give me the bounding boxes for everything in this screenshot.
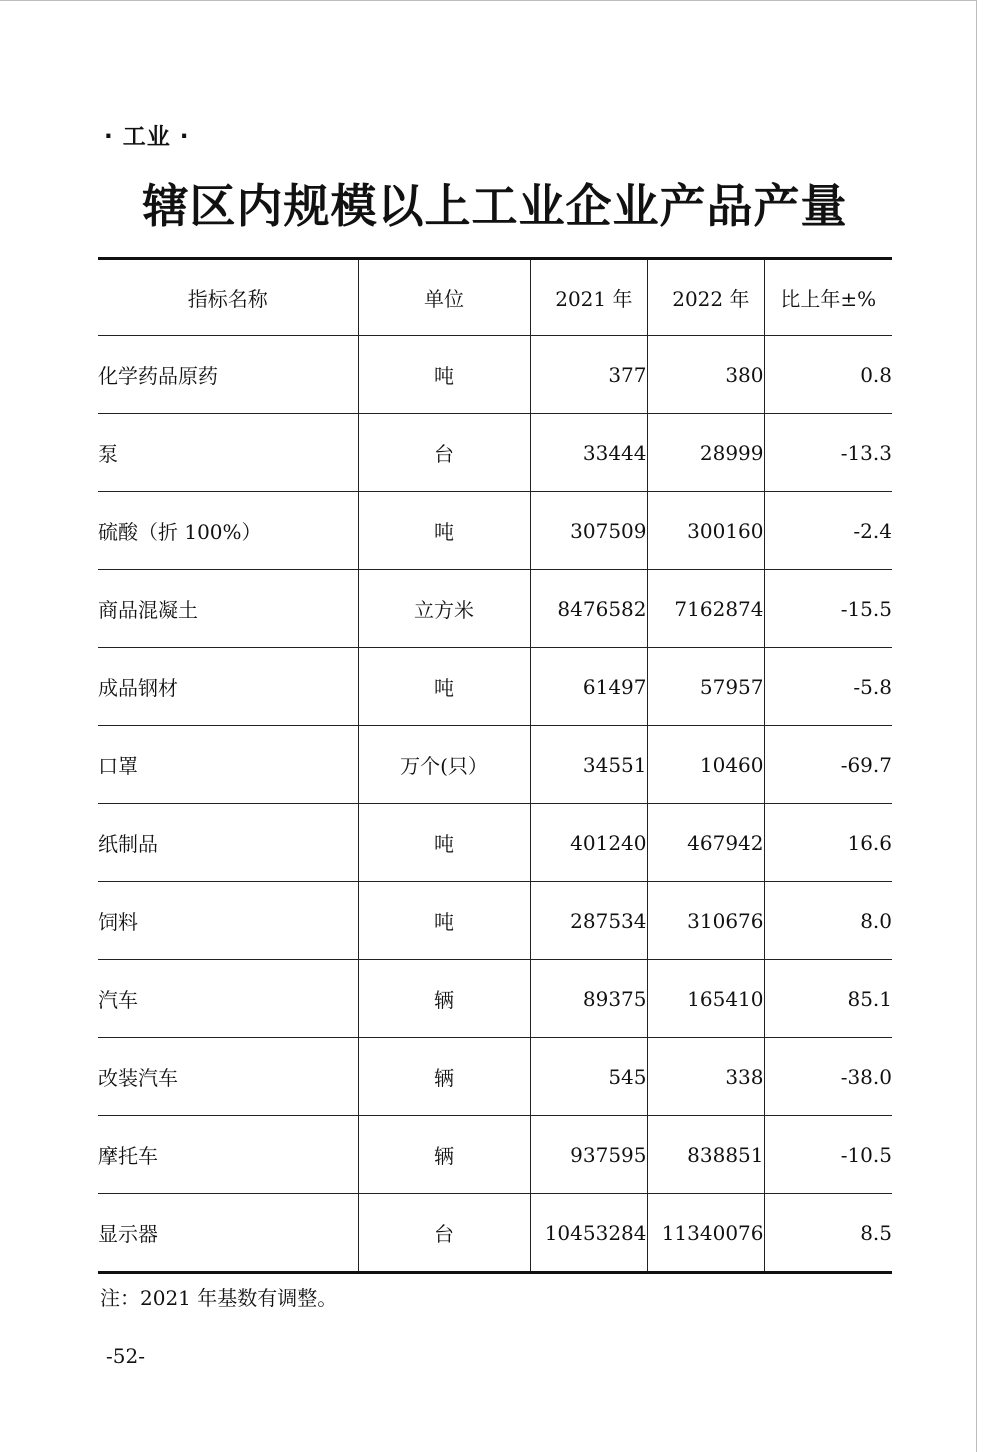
table-row <box>98 414 892 492</box>
cell-unit: 吨 <box>358 804 530 882</box>
table-header-row <box>98 259 892 336</box>
cell-indicator-name: 泵 <box>98 414 358 492</box>
cell-indicator-name: 改装汽车 <box>98 1038 358 1116</box>
cell-value-2022: 7162874 <box>647 570 764 648</box>
table-row <box>98 492 892 570</box>
cell-indicator-name: 化学药品原药 <box>98 336 358 414</box>
cell-unit: 吨 <box>358 336 530 414</box>
cell-value-2022: 11340076 <box>647 1194 764 1273</box>
cell-change-percent: -2.4 <box>764 492 892 570</box>
cell-change-percent: -10.5 <box>764 1116 892 1194</box>
cell-change-percent: -5.8 <box>764 648 892 726</box>
header-2022: 2022 年 <box>647 259 764 336</box>
cell-value-2022: 10460 <box>647 726 764 804</box>
cell-change-percent: 16.6 <box>764 804 892 882</box>
cell-value-2021: 8476582 <box>530 570 647 648</box>
table-row <box>98 1194 892 1273</box>
cell-value-2022: 300160 <box>647 492 764 570</box>
cell-value-2021: 937595 <box>530 1116 647 1194</box>
cell-value-2022: 380 <box>647 336 764 414</box>
cell-indicator-name: 成品钢材 <box>98 648 358 726</box>
cell-value-2022: 165410 <box>647 960 764 1038</box>
cell-change-percent: -13.3 <box>764 414 892 492</box>
page-title: 辖区内规模以上工业企业产品产量 <box>142 179 848 233</box>
cell-indicator-name: 商品混凝土 <box>98 570 358 648</box>
cell-value-2022: 57957 <box>647 648 764 726</box>
header-unit: 单位 <box>358 259 530 336</box>
header-change-percent: 比上年±% <box>764 259 892 336</box>
cell-change-percent: -15.5 <box>764 570 892 648</box>
cell-unit: 台 <box>358 1194 530 1273</box>
cell-value-2022: 28999 <box>647 414 764 492</box>
cell-change-percent: 0.8 <box>764 336 892 414</box>
cell-value-2021: 34551 <box>530 726 647 804</box>
header-2021: 2021 年 <box>530 259 647 336</box>
section-tag: · 工业 · <box>104 124 190 150</box>
cell-unit: 辆 <box>358 1116 530 1194</box>
cell-value-2021: 287534 <box>530 882 647 960</box>
cell-value-2021: 307509 <box>530 492 647 570</box>
cell-value-2021: 545 <box>530 1038 647 1116</box>
cell-indicator-name: 纸制品 <box>98 804 358 882</box>
cell-value-2021: 377 <box>530 336 647 414</box>
table-row <box>98 960 892 1038</box>
cell-indicator-name: 汽车 <box>98 960 358 1038</box>
cell-value-2022: 838851 <box>647 1116 764 1194</box>
footnote: 注：2021 年基数有调整。 <box>100 1286 338 1310</box>
table-row <box>98 882 892 960</box>
cell-value-2021: 33444 <box>530 414 647 492</box>
table-row <box>98 1038 892 1116</box>
table-row <box>98 336 892 414</box>
cell-change-percent: -38.0 <box>764 1038 892 1116</box>
cell-unit: 立方米 <box>358 570 530 648</box>
cell-change-percent: 8.5 <box>764 1194 892 1273</box>
header-indicator-name: 指标名称 <box>98 259 358 336</box>
cell-indicator-name: 显示器 <box>98 1194 358 1273</box>
cell-unit: 辆 <box>358 960 530 1038</box>
cell-value-2022: 467942 <box>647 804 764 882</box>
cell-indicator-name: 口罩 <box>98 726 358 804</box>
page-edge-right <box>976 0 977 1452</box>
cell-indicator-name: 饲料 <box>98 882 358 960</box>
table-row <box>98 1116 892 1194</box>
cell-unit: 吨 <box>358 492 530 570</box>
table-row <box>98 804 892 882</box>
cell-unit: 万个(只） <box>358 726 530 804</box>
cell-indicator-name: 硫酸（折 100%） <box>98 492 358 570</box>
cell-value-2021: 61497 <box>530 648 647 726</box>
cell-change-percent: 85.1 <box>764 960 892 1038</box>
product-output-table <box>98 257 892 1274</box>
cell-unit: 吨 <box>358 648 530 726</box>
cell-unit: 吨 <box>358 882 530 960</box>
cell-value-2021: 10453284 <box>530 1194 647 1273</box>
cell-value-2022: 338 <box>647 1038 764 1116</box>
cell-unit: 台 <box>358 414 530 492</box>
cell-unit: 辆 <box>358 1038 530 1116</box>
table-row <box>98 570 892 648</box>
table-body <box>98 336 892 1273</box>
table-row <box>98 648 892 726</box>
cell-value-2022: 310676 <box>647 882 764 960</box>
cell-change-percent: 8.0 <box>764 882 892 960</box>
cell-value-2021: 401240 <box>530 804 647 882</box>
cell-indicator-name: 摩托车 <box>98 1116 358 1194</box>
page-number: -52- <box>106 1344 145 1368</box>
cell-change-percent: -69.7 <box>764 726 892 804</box>
table-row <box>98 726 892 804</box>
page-edge-top <box>0 0 976 1</box>
cell-value-2021: 89375 <box>530 960 647 1038</box>
